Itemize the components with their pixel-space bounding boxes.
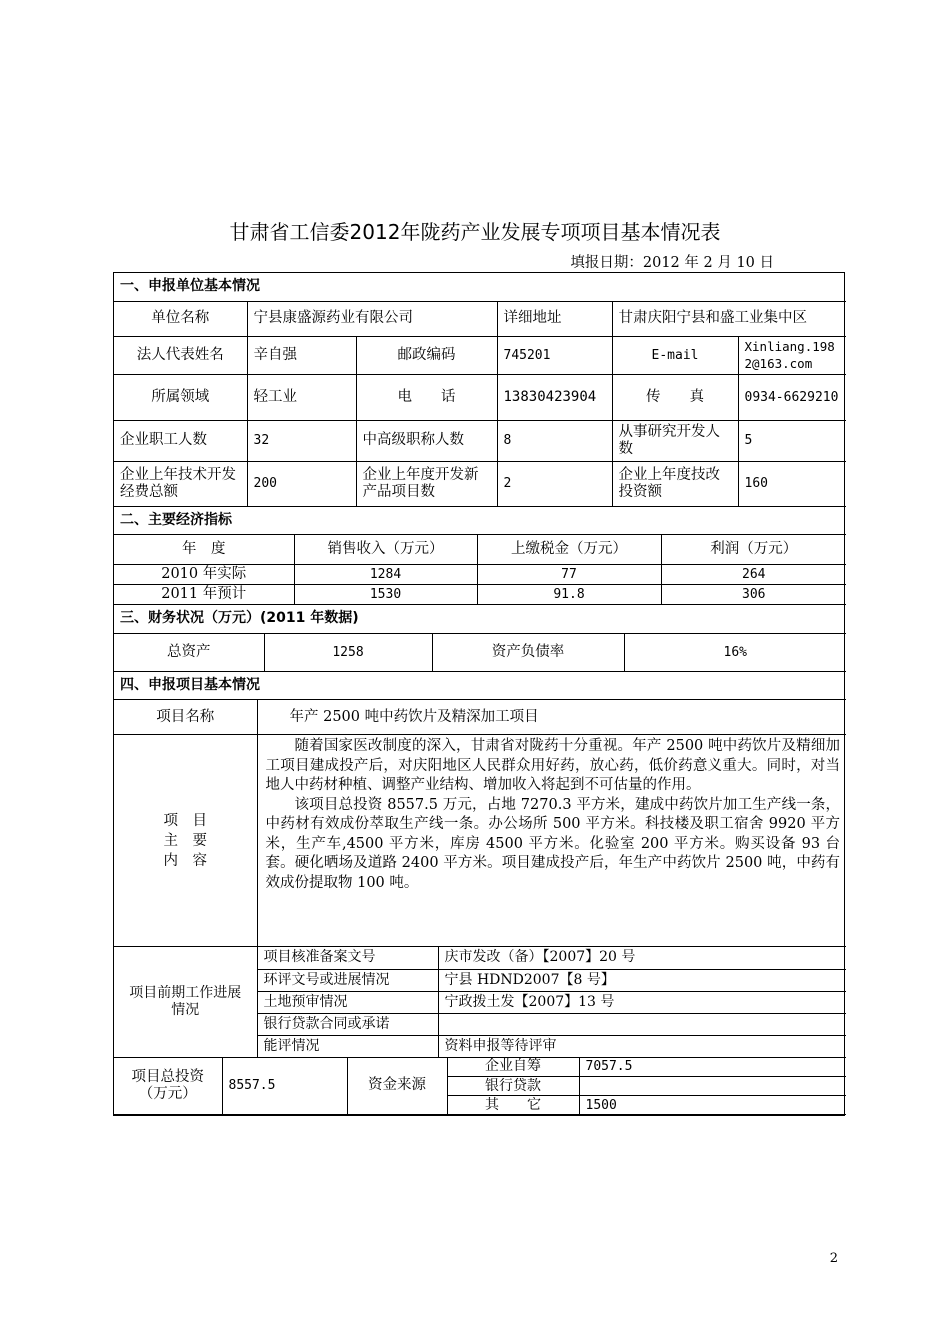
project-content-label	[114, 735, 257, 947]
prework-item-value: 宁县 HDND2007【8 号】	[438, 969, 846, 991]
content-label-line: 项 目	[163, 812, 207, 829]
row-year: 2010 年实际	[114, 565, 294, 585]
field-value: 轻工业	[247, 374, 356, 420]
new-products-label: 企业上年度开发新产品项目数	[356, 461, 497, 506]
debt-ratio-value: 16%	[624, 633, 846, 671]
fund-item-value: 7057.5	[579, 1058, 846, 1077]
fund-item-label: 银行贷款	[447, 1077, 579, 1096]
total-invest-label: 项目总投资（万元）	[114, 1058, 222, 1115]
section-project-info	[114, 672, 846, 948]
reform-invest-label: 企业上年度技改投资额	[612, 461, 738, 506]
project-name-value: 年产 2500 吨中药饮片及精深加工项目	[257, 700, 846, 735]
fund-item-value	[579, 1077, 846, 1096]
total-assets-value: 1258	[264, 633, 432, 671]
staff-value: 32	[247, 420, 356, 461]
project-info-form	[113, 272, 845, 1116]
col-header-profit: 利润（万元）	[661, 535, 846, 565]
fund-item-label: 其 它	[447, 1096, 579, 1115]
prework-item-label: 能评情况	[257, 1035, 438, 1057]
field-label: 所属领域	[114, 374, 247, 420]
row-tax: 77	[477, 565, 661, 585]
prework-item-label: 银行贷款合同或承诺	[257, 1013, 438, 1035]
prework-item-value: 资料申报等待评审	[438, 1035, 846, 1057]
address-label: 详细地址	[497, 301, 612, 336]
section-heading-2: 二、主要经济指标	[114, 507, 846, 535]
address-value: 甘肃庆阳宁县和盛工业集中区	[612, 301, 846, 336]
col-header-year: 年 度	[114, 535, 294, 565]
fill-date: 填报日期：2012 年 2 月 10 日	[570, 255, 774, 271]
col-header-sales: 销售收入（万元）	[294, 535, 477, 565]
legal-rep-value: 辛自强	[247, 336, 356, 374]
content-label-line: 主 要	[163, 832, 207, 849]
debt-ratio-label: 资产负债率	[432, 633, 624, 671]
postcode-value: 745201	[497, 336, 612, 374]
form-title: 甘肃省工信委2012年陇药产业发展专项项目基本情况表	[229, 220, 721, 244]
table-row	[114, 585, 846, 605]
fund-source-label: 资金来源	[347, 1058, 447, 1115]
new-products-value: 2	[497, 461, 612, 506]
senior-staff-value: 8	[497, 420, 612, 461]
section-unit-info	[114, 273, 846, 507]
page-number: 2	[829, 1251, 838, 1266]
row-year: 2011 年预计	[114, 585, 294, 605]
rd-staff-value: 5	[738, 420, 846, 461]
row-tax: 91.8	[477, 585, 661, 605]
prework-item-value	[438, 1013, 846, 1035]
fax-value: 0934-6629210	[738, 374, 846, 420]
total-assets-label: 总资产	[114, 633, 264, 671]
fax-label: 传 真	[612, 374, 738, 420]
senior-staff-label: 中高级职称人数	[356, 420, 497, 461]
row-profit: 306	[661, 585, 846, 605]
investment-table	[114, 1058, 846, 1116]
section-heading-1: 一、申报单位基本情况	[114, 273, 846, 301]
email-label: E-mail	[612, 336, 738, 374]
postcode-label: 邮政编码	[356, 336, 497, 374]
staff-label: 企业职工人数	[114, 420, 247, 461]
section-heading-3: 三、财务状况（万元）(2011 年数据)	[114, 605, 846, 633]
content-paragraph: 随着国家医改制度的深入，甘肃省对陇药十分重视。年产 2500 吨中药饮片及精细加工项目建成投产后，对庆阳地区人民群众用好药，放心药，低价药意义重大。同时，对当地人中药材种植、调整产业结构、增加收入将起到不可估量的作用。	[265, 738, 841, 793]
unit-name-value: 宁县康盛源药业有限公司	[247, 301, 497, 336]
prework-item-label: 环评文号或进展情况	[257, 969, 438, 991]
row-sales: 1530	[294, 585, 477, 605]
prework-item-label: 项目核准备案文号	[257, 947, 438, 969]
row-sales: 1284	[294, 565, 477, 585]
rd-staff-label: 从事研究开发人数	[612, 420, 738, 461]
prework-item-value: 庆市发改（备）【2007】20 号	[438, 947, 846, 969]
phone-value: 13830423904	[497, 374, 612, 420]
unit-name-label: 单位名称	[114, 301, 247, 336]
phone-label: 电 话	[356, 374, 497, 420]
section-financial-status	[114, 605, 846, 672]
prework-item-value: 宁政拨土发【2007】13 号	[438, 991, 846, 1013]
project-content-text	[257, 735, 846, 947]
section-economic-indicators	[114, 507, 846, 606]
reform-invest-value: 160	[738, 461, 846, 506]
prework-item-label: 土地预审情况	[257, 991, 438, 1013]
col-header-tax: 上缴税金（万元）	[477, 535, 661, 565]
fund-item-value: 1500	[579, 1096, 846, 1115]
legal-rep-label: 法人代表姓名	[114, 336, 247, 374]
table-row	[114, 565, 846, 585]
tech-fund-value: 200	[247, 461, 356, 506]
content-label-line: 内 容	[163, 852, 207, 869]
prework-label: 项目前期工作进展情况	[114, 947, 257, 1057]
project-name-label: 项目名称	[114, 700, 257, 735]
email-value: Xinliang.1982@163.com	[738, 336, 846, 374]
total-invest-value: 8557.5	[222, 1058, 347, 1115]
prework-table	[114, 947, 846, 1058]
tech-fund-label: 企业上年技术开发经费总额	[114, 461, 247, 506]
row-profit: 264	[661, 565, 846, 585]
fund-item-label: 企业自筹	[447, 1058, 579, 1077]
section-heading-4: 四、申报项目基本情况	[114, 672, 846, 700]
content-paragraph: 该项目总投资 8557.5 万元，占地 7270.3 平方米，建成中药饮片加工生产线一条，中药材有效成份萃取生产线一条。办公场所 500 平方米。科技楼及职工宿舍 9920 平方米，生产车,4500 平方米，库房 4500 平方米。化验室 200 平方米。购买设备 93 台套。硬化晒场及道路 2400 平方米。项目建成投产后，年生产中药饮片 2500 吨，中药有效成份提取物 100 吨。	[265, 796, 841, 891]
